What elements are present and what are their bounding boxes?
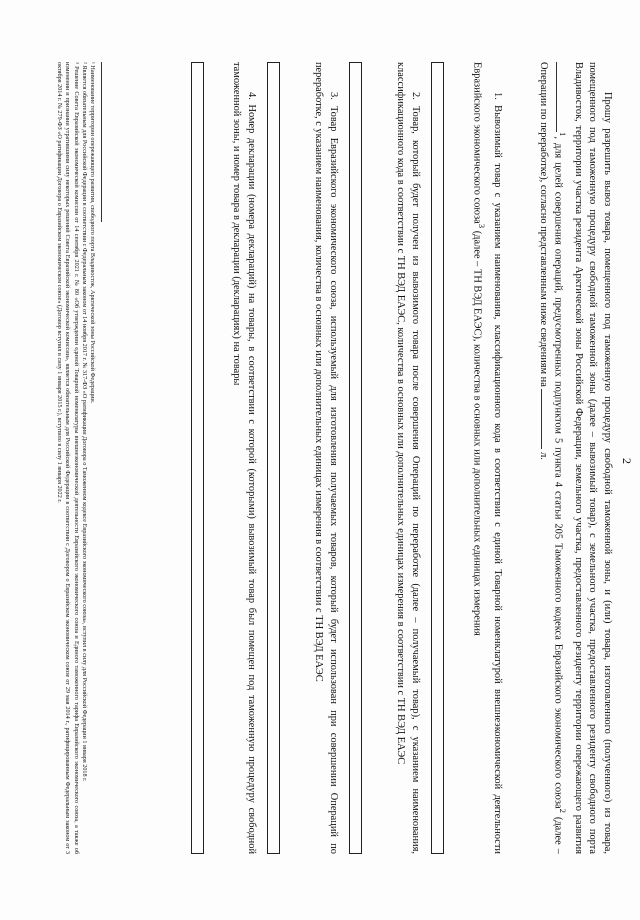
section-3-input-box[interactable] — [267, 62, 280, 854]
request-paragraph — [535, 62, 614, 854]
territory-blank-line — [556, 62, 566, 132]
footnote-1: ¹ Наименование территории опережающего развития, свободного порта Владивосток, Арктической зоны Российской Федерации. — [89, 62, 96, 404]
request-text-b: , для целей совершения операций, предусмотренных подпунктом 5 пункта 4 статьи 205 Таможенного кодекса Евразийского экономического союза — [553, 136, 565, 809]
section-4-text: 4. Номер декларации (номера деклараций) на товары, в соответствии с которой (которыми) вывозимый товар был помещен под таможенную процедуру свободной таможенной зоны, и номер товара в декларации (декларациях) на товары — [231, 62, 257, 854]
footnote-separator — [101, 62, 102, 222]
footnote-ref-1: 1 — [558, 132, 569, 137]
rotated-page-content — [6, 6, 636, 916]
sheets-count-blank-line — [541, 389, 551, 449]
footnote-ref-2: 2 — [558, 808, 569, 813]
section-1-input-box[interactable] — [431, 62, 444, 854]
footnote-2: ² Является обязательным для Российской Федерации в соответствии с Федеральным законом от 14 ноября 2017 г. № 317-ФЗ «О ратификации Договора о Таможенном кодексе Евразийского экономического союза», вступил в силу для Российской Федерации 1 января 2018 г. — [80, 62, 88, 782]
section-3-text: 3. Товар Евразийского экономического союза, используемый для изготовления получаемых товаров, который будет использован при совершении Операций по переработке, с указанием наименования, количества в основных или дополнительных единицах измерения в соответствии с ТН ВЭД ЕАЭС — [313, 62, 339, 854]
section-1-text: 1. Вывозимый товар с указанием наименования, классификационного кода в соответствии с единой Товарной номенклатурой внешнеэкономической деятельности Евразийского экономического союза$^3$ (далее – ТН ВЭД ЕАЭС), количества в основных или дополнительных единицах измерения — [472, 62, 503, 854]
sheets-suffix: л. — [537, 452, 549, 460]
section-2-text: 2. Товар, который будет получен из вывозимого товара после совершения Операций по переработке (далее – получаемый товар), с указанием наименования, классификационного кода в соответствии с ТН ВЭД ЕАЭС, количества в основных или дополнительных единицах измерения в соответствии с ТН ВЭД ЕАЭС — [395, 62, 421, 854]
section-4-input-box[interactable] — [191, 62, 204, 854]
request-text-a: Прошу разрешить вывоз товара, помещенного под таможенную процедуру свободной таможенной зоны, и (или) товара, изготовленного (полученного) из товара, помещенного под таможенную процедуру свободной таможенной зоны (далее – вывозимый товар), с земельного участка, предоставленного резиденту свободного порта Владивосток, территории участка резидента Арктической зоны Российской Федерации, земельного участка, предоставленного резиденту территории опережающего развития — [573, 62, 613, 854]
page-number: 2 — [620, 458, 634, 464]
footnotes — [55, 62, 96, 854]
footnote-ref-3: 3 — [477, 223, 488, 229]
footnote-3: ³ Решение Совета Евразийской экономической комиссии от 14 сентября 2021 г. № 80 «Об утверждении единой Товарной номенклатуры внешнеэкономической деятельности Евразийского экономического союза и Единого таможенного тарифа Евразийского экономического союза, а также об изменении и признании утратившими силу некоторых решений Совета Евразийской экономической комиссии», является обязательным для Российской Федерации в соответствии с Договором о Евразийском экономическом союзе от 29 мая 2014 г., ратифицированным Федеральным законом от 3 октября 2014 г. № 279-ФЗ «О ратификации Договора о Евразийском экономическом союзе» (Договор вступил в силу 1 января 2015 г.), вступило в силу 1 января 2022 г. — [56, 62, 80, 854]
request-text-c: (далее – Операции по переработке), согласно представленным ниже сведениям на — [537, 62, 565, 854]
section-2-input-box[interactable] — [349, 62, 362, 854]
